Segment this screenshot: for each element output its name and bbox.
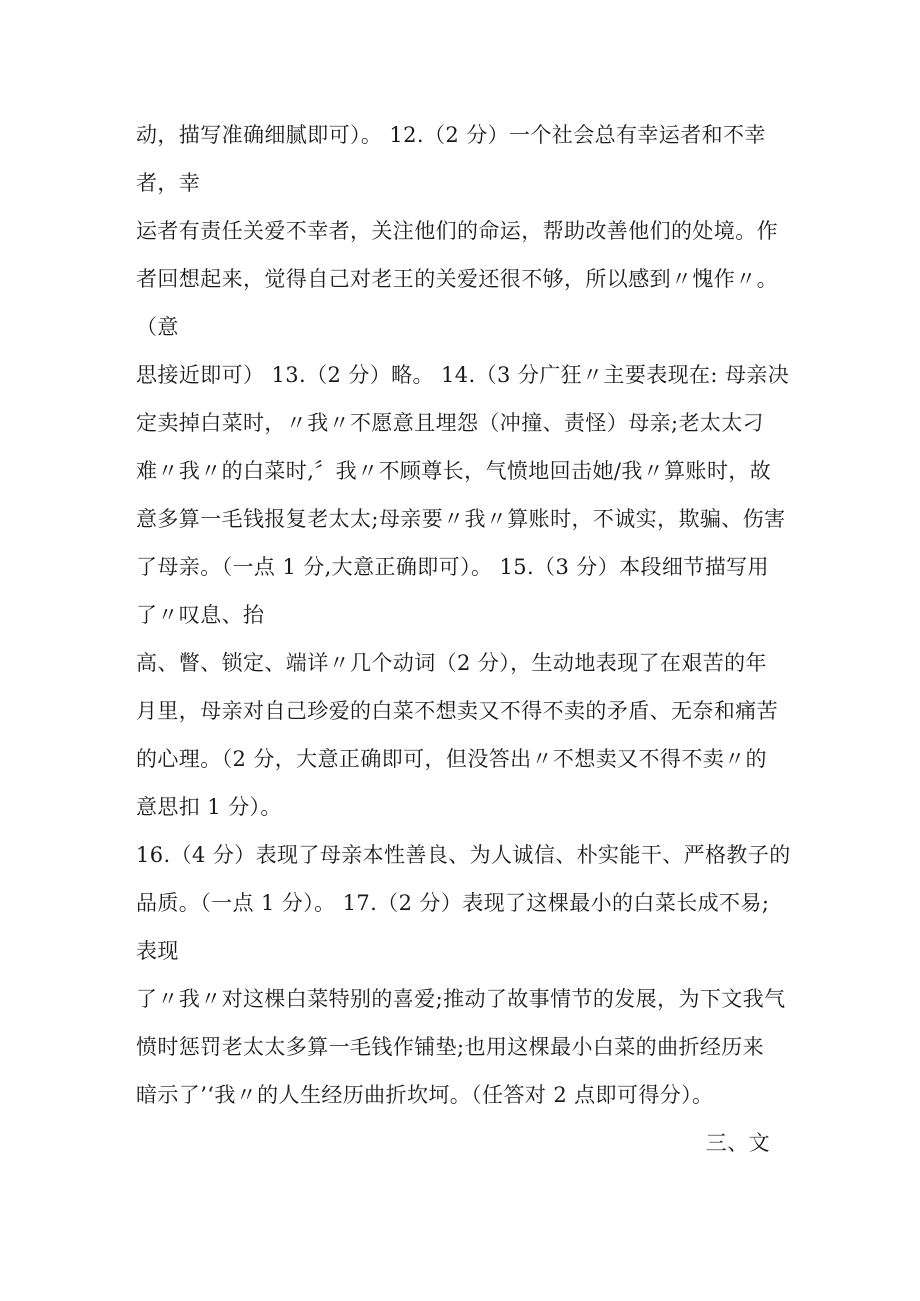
text-line: 16.（4 分）表现了母亲本性善良、为人诚信、朴实能干、严格教子的 <box>136 843 791 867</box>
text-line: 了〃我〃对这棵白菜特别的喜爱;推动了故事情节的发展，为下文我气 <box>136 987 786 1011</box>
text-line: 的心理。（2 分，大意正确即可，但没答出〃不想卖又不得不卖〃的 <box>136 747 767 771</box>
text-line: 难〃我〃的白菜时,〞我〃不顾尊长，气愤地回击她/我〃算账时，故 <box>136 459 772 483</box>
text-line: 了母亲。（一点 1 分,大意正确即可）。 15.（3 分）本段细节描写用 <box>136 555 769 579</box>
text-line: 品质。（一点 1 分）。 17.（2 分）表现了这棵最小的白菜长成不易; <box>136 891 770 915</box>
text-line: 暗示了’‘我〃的人生经历曲折坎坷。（任答对 2 点即可得分）。 <box>136 1083 714 1107</box>
text-line: 愤时惩罚老太太多算一毛钱作铺垫;也用这棵最小白菜的曲折经历来 <box>136 1035 765 1059</box>
text-line: 运者有责任关爱不幸者，关注他们的命运，帮助改善他们的处境。作 <box>136 219 778 243</box>
text-line: 者回想起来，觉得自己对老王的关爱还很不够，所以感到〃愧作〃。 <box>136 267 778 291</box>
text-line: 意思扣 1 分）。 <box>136 795 282 819</box>
section-heading-fragment: 三、文 <box>705 1131 770 1155</box>
text-line: （意 <box>136 315 179 339</box>
text-line: 了〃叹息、抬 <box>136 603 265 627</box>
text-line: 动，描写准确细腻即可）。 12.（2 分）一个社会总有幸运者和不幸 <box>136 123 766 147</box>
text-line: 者，幸 <box>136 171 201 195</box>
text-line: 高、瞥、锁定、端详〃几个动词（2 分），生动地表现了在艰苦的年 <box>136 651 767 675</box>
text-line: 表现 <box>136 939 179 963</box>
text-line: 定卖掉白菜时，〃我〃不愿意且埋怨（冲撞、责怪）母亲;老太太刁 <box>136 411 765 435</box>
text-line: 思接近即可） 13.（2 分）略。 14.（3 分广狂〃主要表现在: 母亲决 <box>136 363 790 387</box>
text-line: 月里，母亲对自己珍爱的白菜不想卖又不得不卖的矛盾、无奈和痛苦 <box>136 699 778 723</box>
text-line: 意多算一毛钱报复老太太;母亲要〃我〃算账时，不诚实，欺骗、伤害 <box>136 507 786 531</box>
